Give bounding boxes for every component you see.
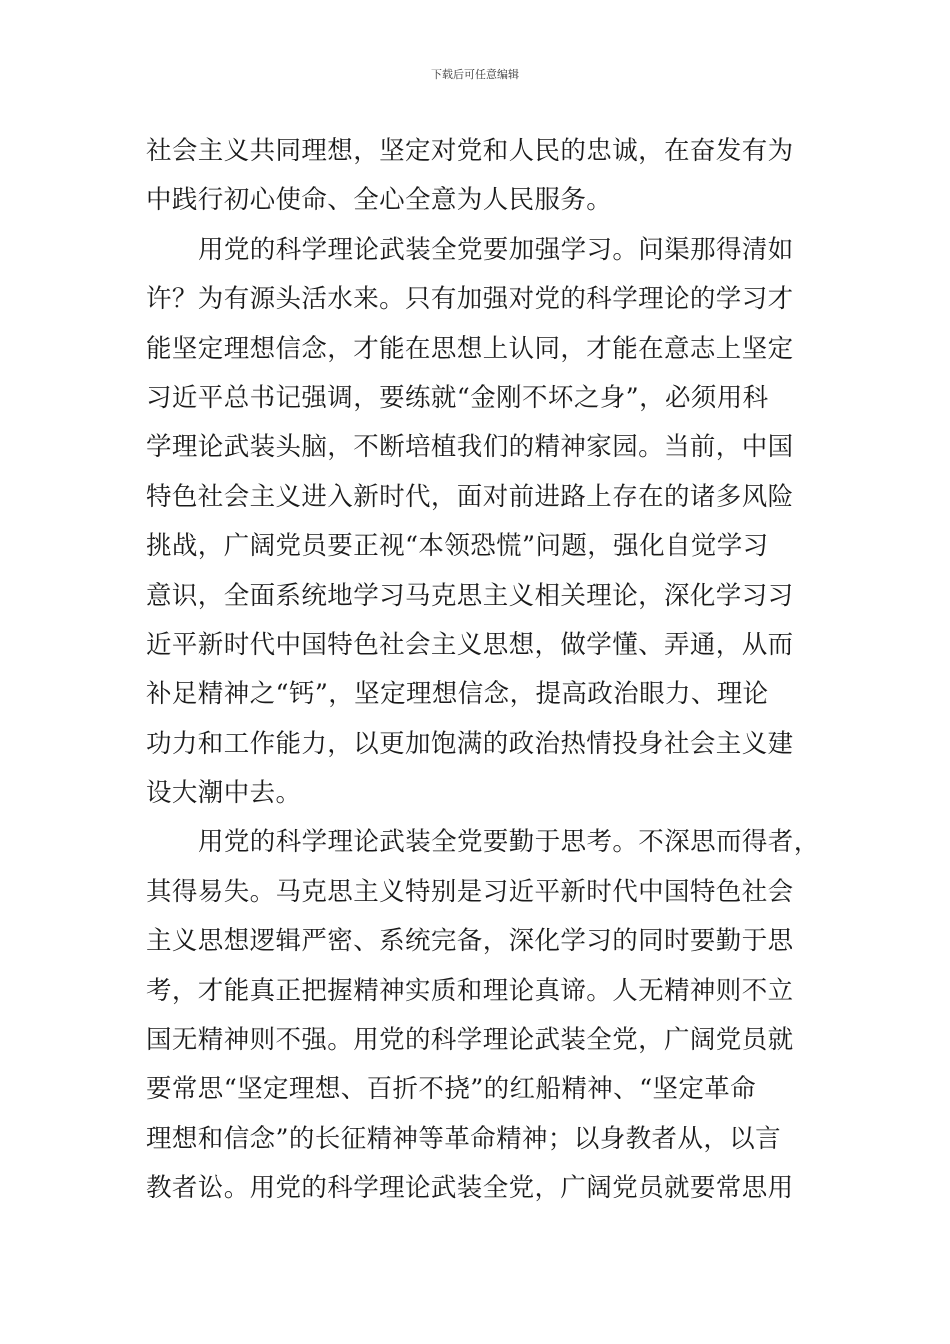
text-line: 中践行初心使命、全心全意为人民服务。 bbox=[146, 185, 613, 216]
text-line: 近平新时代中国特色社会主义思想，做学懂、弄通，从而 bbox=[146, 629, 794, 660]
text-line: 要常思“坚定理想、百折不挠”的红船精神、“坚定革命 bbox=[146, 1074, 757, 1105]
text-line: 理想和信念”的长征精神等革命精神；以身教者从，以言 bbox=[146, 1123, 782, 1154]
text-line: 挑战，广阔党员要正视“本领恐慌”问题，强化自觉学习 bbox=[146, 531, 769, 562]
text-line: 考，才能真正把握精神实质和理论真谛。人无精神则不立 bbox=[146, 975, 794, 1006]
text-line: 许？为有源头活水来。只有加强对党的科学理论的学习才 bbox=[146, 284, 794, 315]
text-line: 功力和工作能力，以更加饱满的政治热情投身社会主义建 bbox=[146, 728, 794, 759]
text-line: 用党的科学理论武装全党要加强学习。问渠那得清如 bbox=[198, 234, 794, 265]
text-line: 用党的科学理论武装全党要勤于思考。不深思而得者， bbox=[198, 827, 820, 858]
text-line: 意识，全面系统地学习马克思主义相关理论，深化学习习 bbox=[146, 580, 794, 611]
text-line: 国无精神则不强。用党的科学理论武装全党，广阔党员就 bbox=[146, 1025, 794, 1056]
text-line: 学理论武装头脑，不断培植我们的精神家园。当前，中国 bbox=[146, 432, 794, 463]
text-line: 设大潮中去。 bbox=[146, 778, 302, 809]
header-note: 下载后可任意编辑 bbox=[431, 68, 519, 81]
body-text bbox=[146, 127, 820, 1214]
text-line: 其得易失。马克思主义特别是习近平新时代中国特色社会 bbox=[146, 876, 794, 907]
text-line: 主义思想逻辑严密、系统完备，深化学习的同时要勤于思 bbox=[146, 926, 794, 957]
text-line: 补足精神之“钙”，坚定理想信念，提高政治眼力、理论 bbox=[146, 679, 769, 710]
text-line: 教者讼。用党的科学理论武装全党，广阔党员就要常思用 bbox=[146, 1173, 794, 1204]
text-line: 特色社会主义进入新时代，面对前进路上存在的诸多风险 bbox=[146, 481, 794, 512]
text-line: 能坚定理想信念，才能在思想上认同，才能在意志上坚定 bbox=[146, 333, 794, 364]
text-line: 社会主义共同理想，坚定对党和人民的忠诚，在奋发有为 bbox=[146, 136, 794, 166]
text-line: 习近平总书记强调，要练就“金刚不坏之身”，必须用科 bbox=[146, 382, 769, 413]
